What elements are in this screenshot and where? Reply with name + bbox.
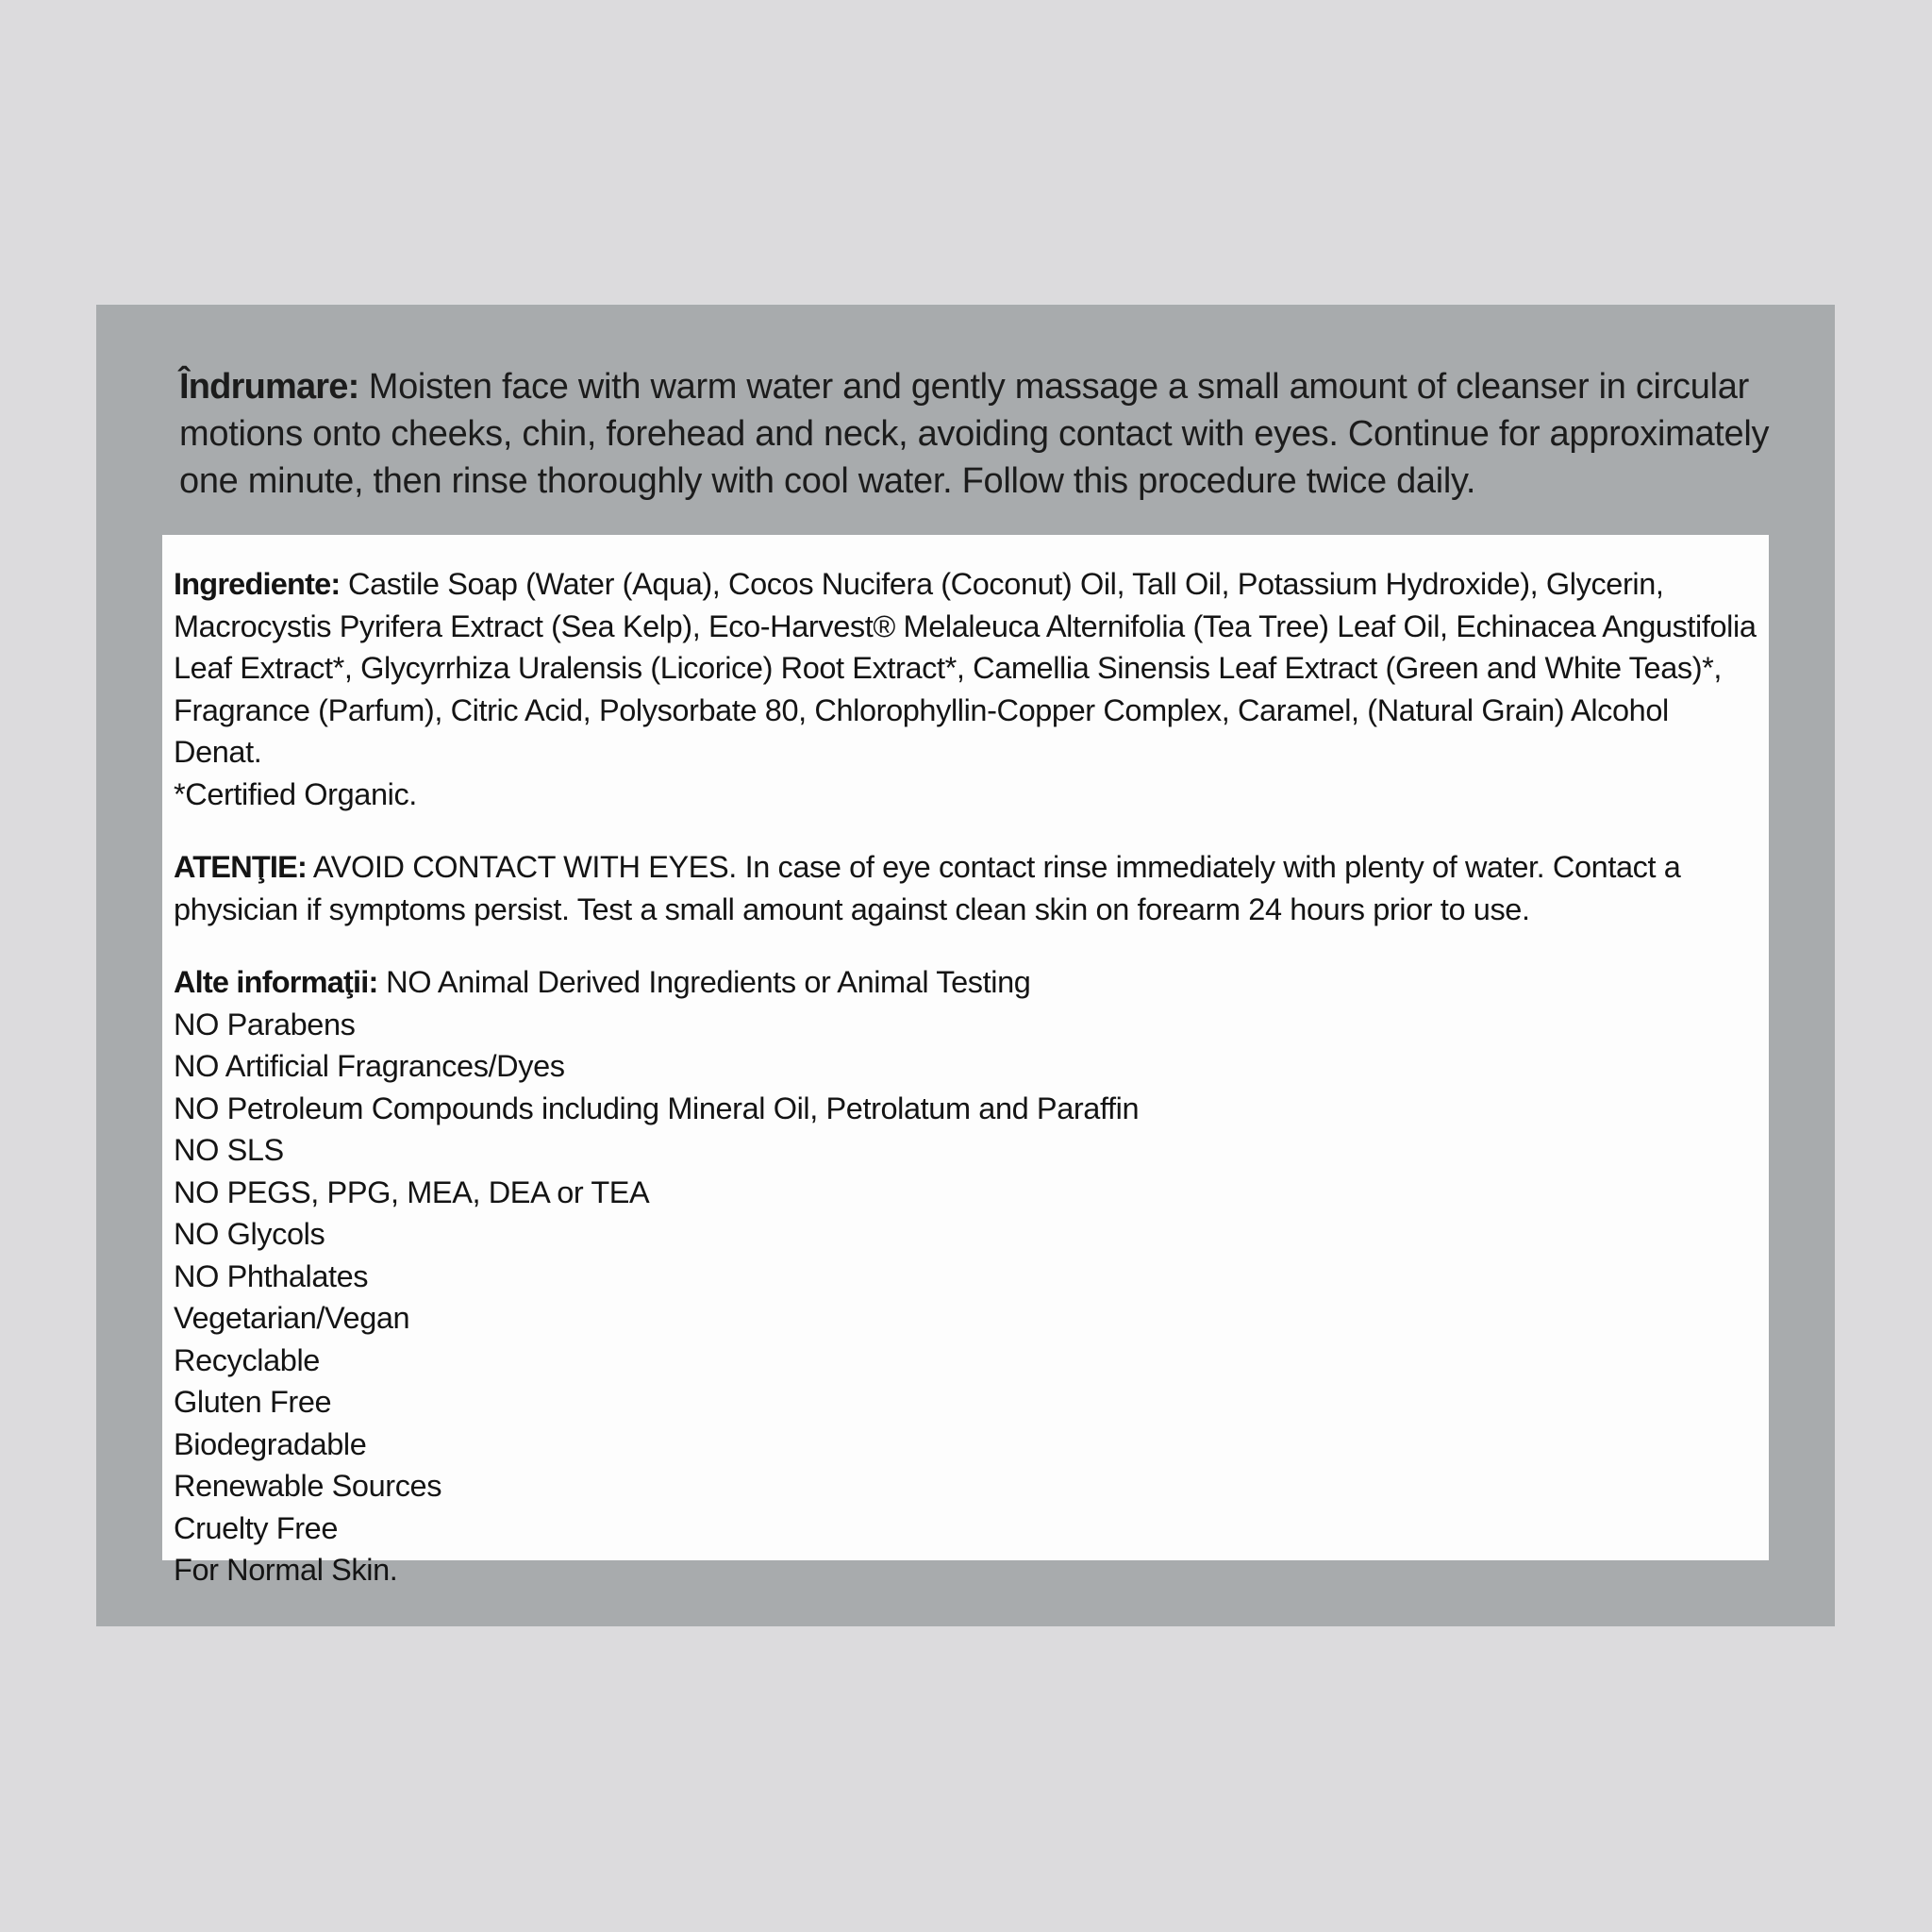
list-item: Cruelty Free <box>174 1510 338 1545</box>
list-item: For Normal Skin. <box>174 1553 398 1587</box>
list-item: NO Phthalates <box>174 1258 369 1293</box>
info-content <box>174 563 1758 1623</box>
list-item: NO SLS <box>174 1133 284 1167</box>
list-item: Renewable Sources <box>174 1469 442 1503</box>
list-item: Vegetarian/Vegan <box>174 1301 410 1335</box>
list-item: Biodegradable <box>174 1426 367 1461</box>
directions-heading: Îndrumare: <box>179 367 359 407</box>
ingredients-section <box>174 563 1758 815</box>
other-info-first-item: NO Animal Derived Ingredients or Animal Testing <box>377 965 1031 999</box>
list-item: NO Parabens <box>174 1007 356 1041</box>
list-item: NO Petroleum Compounds including Mineral Oil, Petrolatum and Paraffin <box>174 1091 1140 1125</box>
list-item: NO PEGS, PPG, MEA, DEA or TEA <box>174 1174 650 1209</box>
list-item: NO Glycols <box>174 1217 325 1251</box>
warning-text: AVOID CONTACT WITH EYES. In case of eye contact rinse immediately with plenty of water. Contact a physician if symptoms persist. Test a small amount against clean skin on forearm 24 hours prior to use. <box>174 850 1681 926</box>
directions-text: Moisten face with warm water and gently massage a small amount of cleanser in circular motions onto cheeks, chin, forehead and neck, avoiding contact with eyes. Continue for approximately one minute, then rinse thoroughly with cool water. Follow this procedure twice daily. <box>179 367 1770 501</box>
ingredients-text: Castile Soap (Water (Aqua), Cocos Nucifera (Coconut) Oil, Tall Oil, Potassium Hydroxide), Glycerin, Macrocystis Pyrifera Extract (Sea Kelp), Eco-Harvest® Melaleuca Alternifolia (Tea Tree) Leaf Oil, Echinacea Angustifolia Leaf Extract*, Glycyrrhiza Uralensis (Licorice) Root Extract*, Camellia Sinensis Leaf Extract (Green and White Teas)*, Fragrance (Parfum), Citric Acid, Polysorbate 80, Chlorophyllin-Copper Complex, Caramel, (Natural Grain) Alcohol Denat. <box>174 567 1757 769</box>
warning-section <box>174 846 1758 930</box>
info-box <box>162 535 1769 1587</box>
other-info-list <box>174 1004 1758 1591</box>
warning-heading: ATENŢIE: <box>174 850 308 884</box>
other-info-section <box>174 961 1758 1591</box>
product-label-panel <box>96 305 1835 1626</box>
other-info-heading: Alte informaţii: <box>174 965 378 999</box>
ingredients-note: *Certified Organic. <box>174 776 417 811</box>
ingredients-heading: Ingrediente: <box>174 567 341 601</box>
list-item: NO Artificial Fragrances/Dyes <box>174 1049 565 1083</box>
other-info-first-line <box>174 961 1758 1004</box>
list-item: Gluten Free <box>174 1385 332 1419</box>
list-item: Recyclable <box>174 1342 320 1377</box>
directions-paragraph <box>179 363 1783 505</box>
